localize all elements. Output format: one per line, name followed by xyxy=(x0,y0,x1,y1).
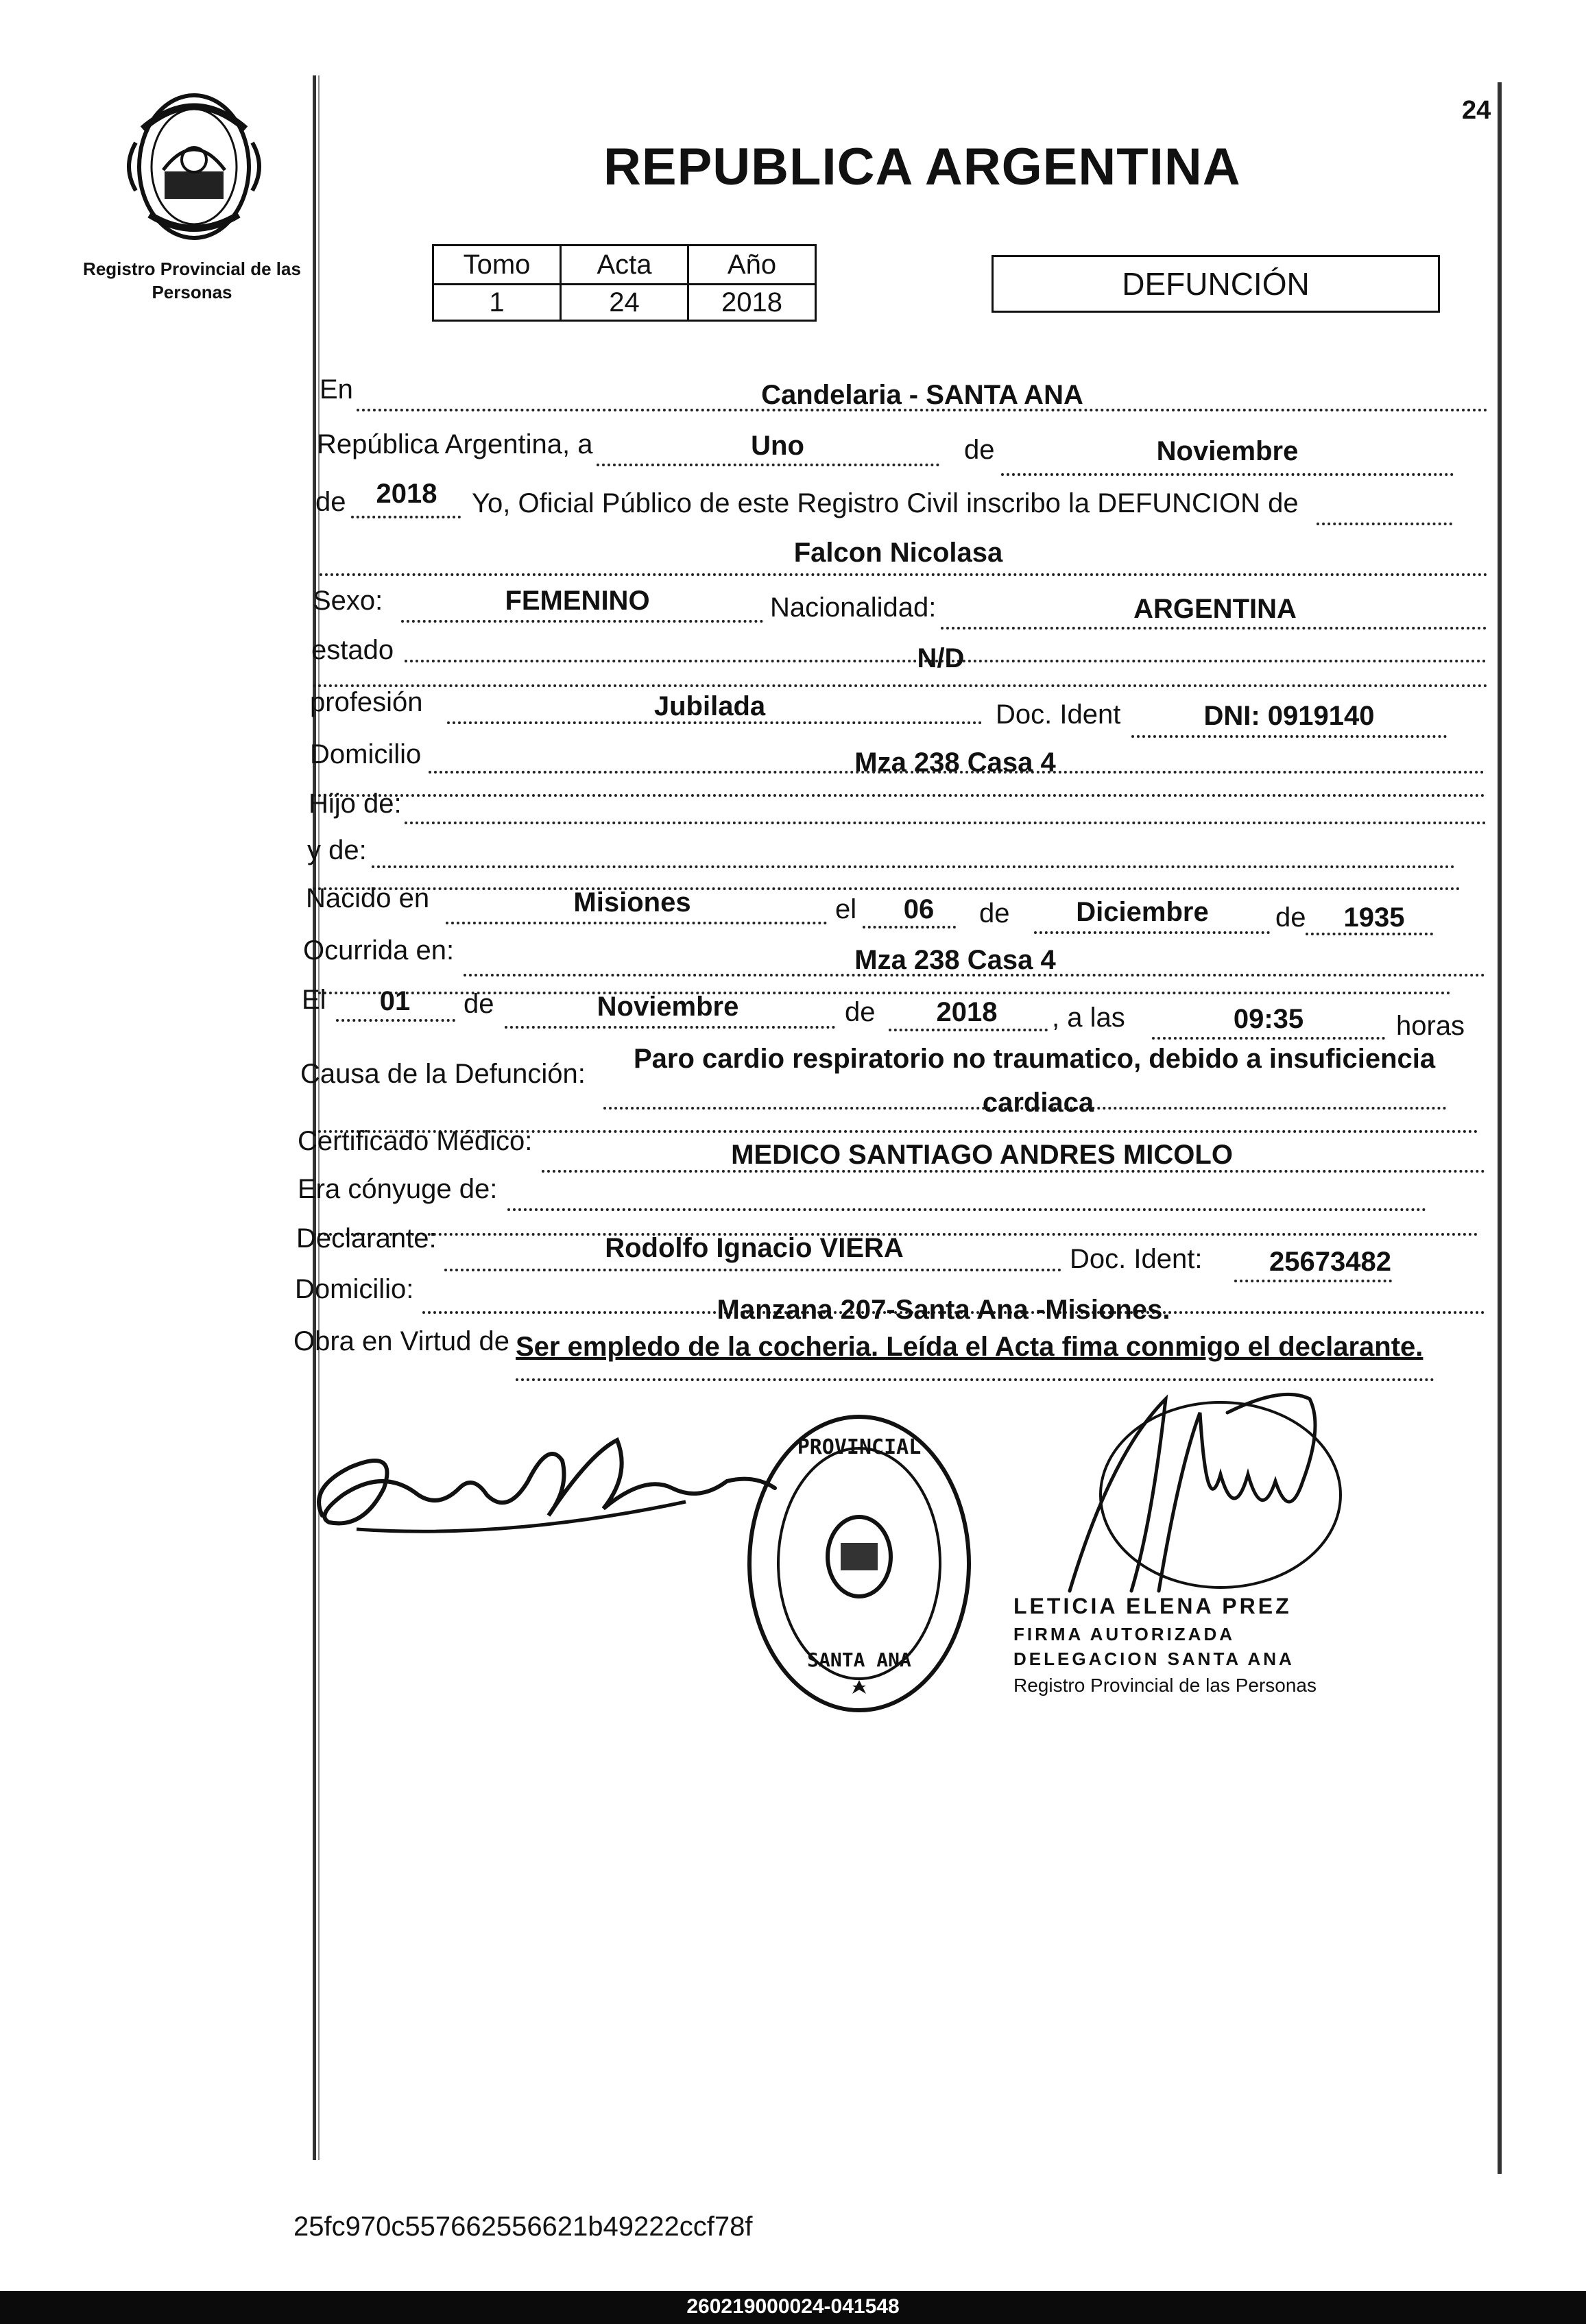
sexo-dotted-line xyxy=(401,620,763,623)
domicilio2-value: Manzana 207-Santa Ana -Misiones. xyxy=(717,1295,1170,1325)
year-value: 2018 xyxy=(376,479,437,509)
domicilio-value: Mza 238 Casa 4 xyxy=(854,747,1056,778)
conyuge-label: Era cónyuge de: xyxy=(298,1174,498,1204)
ocurrida-label: Ocurrida en: xyxy=(303,935,455,966)
yo-dotted-line xyxy=(1317,523,1452,525)
de-label-4: de xyxy=(1275,902,1306,933)
nacido-value: Misiones xyxy=(573,887,691,918)
obra-value: Ser empledo de la cocheria. Leída el Acta fima conmigo el declarante. xyxy=(516,1332,1423,1362)
death-year-dotted-line xyxy=(889,1029,1048,1031)
doc-ident-dotted-line xyxy=(1131,735,1447,738)
estado-value: N/D xyxy=(917,643,965,673)
certificado-label: Certificado Médico: xyxy=(298,1126,533,1156)
obra-underline xyxy=(516,1378,1434,1381)
day-dotted-line xyxy=(597,464,939,466)
delegation-round-stamp xyxy=(739,1406,979,1721)
conyuge-dotted-line xyxy=(507,1208,1426,1211)
doc-ident2-label: Doc. Ident: xyxy=(1070,1244,1203,1274)
obra-label: Obra en Virtud de xyxy=(293,1326,510,1356)
record-table xyxy=(432,244,817,322)
horas-label: horas xyxy=(1396,1011,1465,1041)
estado-underline xyxy=(313,684,1488,687)
declarante-value: Rodolfo Ignacio VIERA xyxy=(605,1233,904,1263)
profesion-value: Jubilada xyxy=(653,691,766,721)
declarante-dotted-line xyxy=(444,1269,1061,1271)
death-time-dotted-line xyxy=(1152,1037,1385,1040)
de-label-1: de xyxy=(964,435,995,465)
declarant-signature xyxy=(302,1413,795,1550)
domicilio2-label: Domicilio: xyxy=(295,1274,414,1304)
doc-ident-label: Doc. Ident xyxy=(996,699,1121,730)
birth-month: Diciembre xyxy=(1076,897,1209,927)
doc-ident2-value: 25673482 xyxy=(1269,1247,1391,1277)
birth-month-dotted-line xyxy=(1034,931,1270,934)
certificado-value: MEDICO SANTIAGO ANDRES MICOLO xyxy=(731,1140,1233,1170)
death-day-dotted-line xyxy=(336,1019,455,1022)
svg-text:PROVINCIAL: PROVINCIAL xyxy=(797,1435,922,1459)
de-label-2: de xyxy=(315,487,346,517)
signer-registry: Registro Provincial de las Personas xyxy=(1013,1674,1317,1696)
page-title: REPUBLICA ARGENTINA xyxy=(603,138,1241,196)
domicilio-underline xyxy=(313,794,1485,797)
barcode-text: 260219000024-041548 xyxy=(686,2295,900,2318)
official-signature xyxy=(1056,1385,1344,1605)
causa-line-2: cardiaca xyxy=(982,1088,1094,1118)
acta-header: Acta xyxy=(561,245,688,285)
yo-text: Yo, Oficial Público de este Registro Civil inscribo la DEFUNCION de xyxy=(472,488,1299,518)
domicilio-label: Domicilio xyxy=(310,739,422,769)
certificado-dotted-line xyxy=(542,1170,1485,1173)
y-de-dotted-line xyxy=(372,865,1455,868)
causa-label: Causa de la Defunción: xyxy=(300,1059,586,1089)
province-seal-logo xyxy=(115,88,273,245)
deceased-name: Falcon Nicolasa xyxy=(793,538,1003,568)
birth-day: 06 xyxy=(903,894,935,924)
death-month: Noviembre xyxy=(597,992,739,1022)
nacido-label: Nacido en xyxy=(306,883,430,913)
document-hash: 25fc970c557662556621b49222ccf78f xyxy=(293,2212,753,2242)
month-dotted-line xyxy=(1001,473,1454,476)
left-margin-line xyxy=(313,75,316,2160)
nacido-dotted-line xyxy=(446,922,827,924)
de-label-6: de xyxy=(845,997,876,1027)
sexo-value: FEMENINO xyxy=(505,586,650,616)
en-value: Candelaria - SANTA ANA xyxy=(761,380,1083,410)
nacionalidad-dotted-line xyxy=(941,627,1487,630)
de-label-5: de xyxy=(464,989,494,1019)
svg-text:SANTA ANA: SANTA ANA xyxy=(807,1649,911,1671)
act-type-box: DEFUNCIÓN xyxy=(992,255,1440,313)
nacionalidad-value: ARGENTINA xyxy=(1133,594,1297,624)
name-dotted-line xyxy=(320,573,1488,576)
profesion-label: profesión xyxy=(310,687,423,717)
republica-label: República Argentina, a xyxy=(317,429,593,459)
signer-stamp-block xyxy=(1013,1591,1317,1699)
hijo-label: Hijo de: xyxy=(309,789,402,819)
sexo-label: Sexo: xyxy=(313,586,383,616)
right-margin-line xyxy=(1498,82,1502,2174)
estado-label: estado xyxy=(311,635,394,665)
death-year: 2018 xyxy=(936,997,998,1027)
ocurrida-value: Mza 238 Casa 4 xyxy=(854,945,1056,975)
el2-label: El xyxy=(302,985,326,1015)
birth-year-dotted-line xyxy=(1306,933,1433,935)
page-number: 24 xyxy=(1462,96,1491,125)
profesion-dotted-line xyxy=(447,721,982,724)
signer-name: LETICIA ELENA PREZ xyxy=(1013,1594,1292,1618)
month-text: Noviembre xyxy=(1156,436,1299,466)
anio-header: Año xyxy=(688,245,816,285)
signer-delegation: DELEGACION SANTA ANA xyxy=(1013,1649,1295,1670)
death-day: 01 xyxy=(379,986,411,1016)
day-text: Uno xyxy=(751,431,804,461)
doc-ident2-dotted-line xyxy=(1234,1280,1392,1282)
anio-value: 2018 xyxy=(688,285,816,321)
en-label: En xyxy=(320,374,353,405)
table-value-row xyxy=(433,285,816,321)
de-label-3: de xyxy=(979,898,1010,929)
death-month-dotted-line xyxy=(505,1026,835,1029)
tomo-header: Tomo xyxy=(433,245,561,285)
death-time: 09:35 xyxy=(1233,1004,1304,1034)
hijo-dotted-line xyxy=(405,822,1487,824)
doc-ident-value: DNI: 0919140 xyxy=(1203,701,1375,731)
table-header-row xyxy=(433,245,816,285)
year-dotted-line xyxy=(351,516,461,518)
acta-value: 24 xyxy=(561,285,688,321)
declarante-label: Declarante: xyxy=(296,1223,437,1254)
birth-day-dotted-line xyxy=(863,926,956,929)
nacionalidad-label: Nacionalidad: xyxy=(770,592,937,623)
a-las-label: , a las xyxy=(1052,1003,1125,1033)
signer-role: FIRMA AUTORIZADA xyxy=(1013,1623,1236,1644)
birth-year: 1935 xyxy=(1343,902,1405,933)
y-de-underline xyxy=(313,887,1461,890)
el-label: el xyxy=(835,894,857,924)
causa-line-1: Paro cardio respiratorio no traumatico, debido a insuficiencia xyxy=(634,1044,1436,1074)
tomo-value: 1 xyxy=(433,285,561,321)
registry-caption: Registro Provincial de las Personas xyxy=(83,259,301,302)
y-de-label: y de: xyxy=(307,835,367,865)
